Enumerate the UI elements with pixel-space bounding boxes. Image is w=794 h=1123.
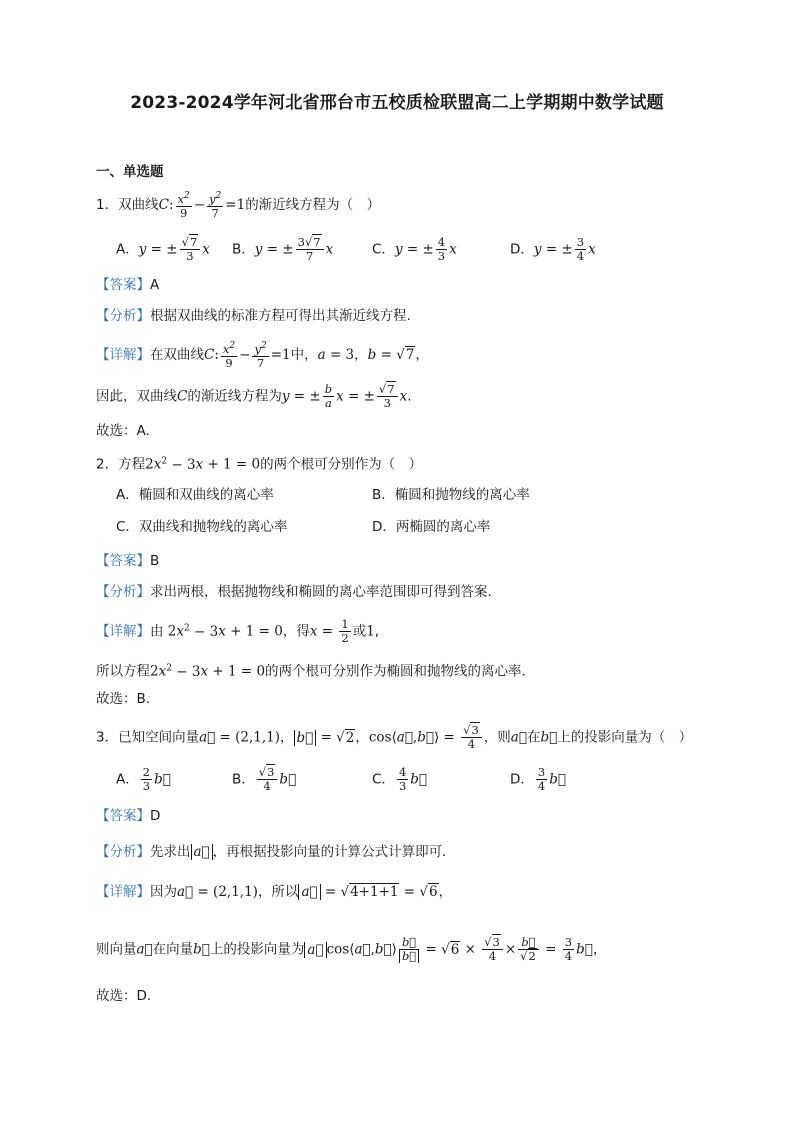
question-1-option-c: C．y = ± $\frac{4}{3}$ x	[372, 235, 457, 263]
question-2-option-a: A．椭圆和双曲线的离心率	[116, 487, 274, 503]
question-2-choice: 故选：B.	[96, 691, 151, 707]
question-3-option-d: D． $\frac{3}{4}$ b⃗	[510, 765, 566, 793]
question-2-analysis: 【分析】求出两根，根据抛物线和椭圆的离心率范围即可得到答案.	[96, 584, 492, 600]
question-1-choice: 故选：A.	[96, 423, 150, 439]
question-3-stem: 3．已知空间向量a⃗ = (2,1,1)， b⃗ = √2，cos⟨a⃗,b⃗⟩ = $\frac{√3}{4}$ ，则a⃗在b⃗上的投影向量为（ ）	[96, 723, 693, 751]
question-1-option-d: D．y = ± $\frac{3}{4}$ x	[510, 235, 596, 263]
question-3-detail-line2: 则向量a⃗在向量b⃗上的投影向量为 a⃗ cos⟨a⃗,b⃗⟩ $\frac{b⃗}{b⃗}$ = √6 × $\frac{√3}{4}$ × $\frac{b⃗}{√2}$ = $\frac{3}{4}$ b⃗，	[96, 935, 607, 963]
question-3-option-b: B． $\frac{√3}{4}$ b⃗	[232, 765, 297, 793]
page-title: 2023-2024学年河北省邢台市五校质检联盟高二上学期期中数学试题	[130, 93, 664, 113]
question-3-option-a: A． $\frac{2}{3}$ b⃗	[116, 765, 171, 793]
question-1-answer: 【答案】A	[96, 277, 160, 293]
question-3-answer: 【答案】D	[96, 808, 161, 824]
question-1-option-a: A．y = ± $\frac{√7}{3}$ x	[116, 235, 210, 263]
question-2-detail-line2: 所以方程$2x^2 - 3x + 1 = 0$的两个根可分别作为椭圆和抛物线的离心率．	[96, 663, 536, 680]
question-2-answer: 【答案】B	[96, 553, 160, 569]
question-3-choice: 故选：D.	[96, 988, 152, 1004]
question-1-analysis: 【分析】根据双曲线的标准方程可得出其渐近线方程.	[96, 308, 411, 324]
section-heading: 一、单选题	[96, 164, 164, 180]
question-2-detail: 【详解】由 $2x^2 - 3x + 1 = 0$，得x = $\frac{1}{2}$ 或1,	[96, 617, 380, 645]
question-3-analysis: 【分析】先求出 a⃗ ，再根据投影向量的计算公式计算即可．	[96, 844, 456, 860]
question-1-stem: 1．双曲线C: $\frac{x^2}{9}$ − $\frac{y^2}{7}$ =1的渐近线方程为（ ）	[96, 191, 381, 220]
question-1-detail-line2: 因此，双曲线C的渐近线方程为y = ± $\frac{b}{a}$ x = ± $\frac{√7}{3}$ x.	[96, 382, 412, 410]
question-2-option-d: D．两椭圆的离心率	[372, 519, 491, 535]
question-2-stem: 2．方程$2x^2 - 3x + 1 = 0$的两个根可分别作为（ ）	[96, 456, 423, 473]
question-1-option-b: B．y = ± $\frac{3√7}{7}$ x	[232, 235, 334, 263]
question-3-detail: 【详解】因为a⃗ = (2,1,1)，所以 a⃗ = √4+1+1 = √6，	[96, 884, 453, 900]
question-1-detail: 【详解】在双曲线C: $\frac{x^2}{9}$ − $\frac{y^2}{7}$ =1中，a = 3，b = √7，	[96, 341, 429, 370]
question-2-option-c: C．双曲线和抛物线的离心率	[116, 519, 288, 535]
question-3-option-c: C． $\frac{4}{3}$ b⃗	[372, 765, 428, 793]
question-2-option-b: B．椭圆和抛物线的离心率	[372, 487, 530, 503]
